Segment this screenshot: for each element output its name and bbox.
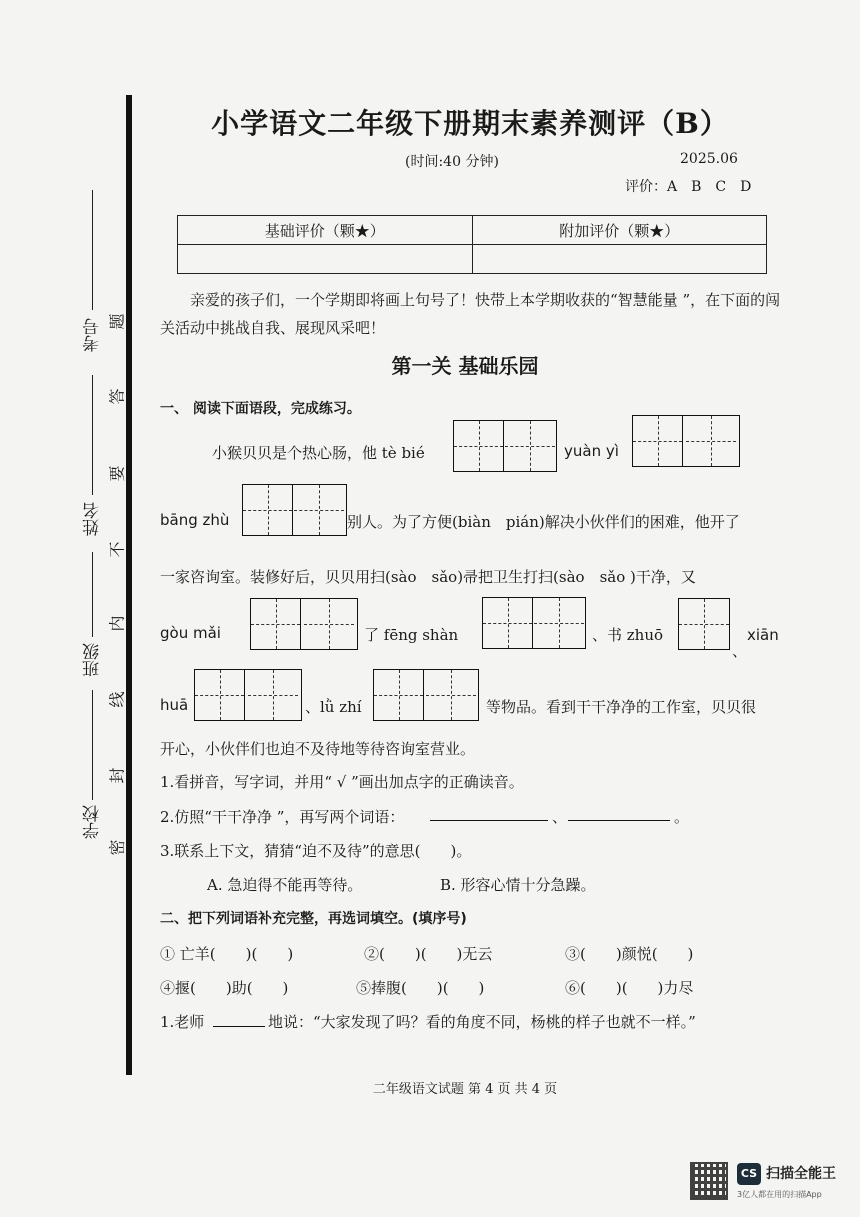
writing-grid[interactable] (482, 597, 586, 649)
passage-line: 小猴贝贝是个热心肠，他 tè bié (212, 444, 425, 462)
seal-char: 答 (107, 388, 127, 405)
idiom-item: ① 亡羊( )( ) (160, 945, 294, 963)
xingming-label: 姓名 (83, 502, 103, 536)
binding-bar (126, 95, 132, 1075)
passage-line: 一家咨询室。装修好后，贝贝用扫(sào sǎo)帚把卫生打扫(sào sǎo )干净，又 (160, 568, 696, 586)
idiom-item: ④揠( )助( ) (160, 979, 289, 997)
xuexiao-line (92, 690, 93, 800)
idiom-item: ⑥( )( )力尽 (565, 979, 694, 997)
seal-char: 内 (107, 615, 127, 632)
rating-options: 评价：A B C D (625, 179, 752, 195)
writing-grid[interactable] (194, 669, 302, 721)
idiom-item: ②( )( )无云 (364, 945, 493, 963)
passage-line: 、lǜ zhí (305, 698, 362, 716)
answer-blank[interactable] (213, 1026, 265, 1027)
pinyin-text: xiān (747, 626, 779, 644)
page-title: 小学语文二年级下册期末素养测评（B） (211, 107, 729, 140)
fill-sentence-1-rest: 地说：“大家发现了吗？看的角度不同，杨桃的样子也就不一样。” (268, 1013, 696, 1031)
fill-sentence-1: 1.老师 (160, 1013, 205, 1031)
seal-char: 要 (107, 465, 127, 482)
writing-grid[interactable] (250, 598, 358, 650)
pinyin-text: gòu mǎi (160, 624, 221, 642)
basic-eval-cell[interactable] (178, 245, 473, 274)
xingming-line (92, 375, 93, 495)
exam-date: 2025.06 (680, 151, 738, 167)
pinyin-text: bāng zhù (160, 511, 230, 529)
passage-line: 开心，小伙伴们也迫不及待地等待咨询室营业。 (160, 740, 476, 758)
time-limit: (时间:40 分钟) (405, 154, 499, 170)
pinyin-text: yuàn yì (564, 442, 619, 460)
answer-blank[interactable] (568, 820, 670, 821)
seal-char: 题 (107, 313, 127, 330)
evaluation-table (177, 215, 767, 274)
question-1-2: 2.仿照“干干净净 ”，再写两个词语： (160, 808, 405, 826)
extra-eval-header: 附加评价（颗★） (472, 216, 767, 245)
seal-char: 封 (107, 767, 127, 784)
writing-grid[interactable] (632, 415, 740, 467)
question-1-3: 3.联系上下文，猜猜“迫不及待”的意思( )。 (160, 842, 472, 860)
qr-code-icon (690, 1162, 728, 1200)
blank-separator: 、 (552, 808, 568, 826)
question-1-title: 一、 阅读下面语段，完成练习。 (160, 401, 361, 417)
page-footer: 二年级语文试题 第 4 页 共 4 页 (372, 1082, 558, 1097)
answer-blank[interactable] (430, 820, 548, 821)
passage-line: 别人。为了方便(biàn pián)解决小伙伴们的困难，他开了 (347, 513, 740, 531)
idiom-item: ⑤捧腹( )( ) (356, 979, 485, 997)
seal-char: 线 (107, 691, 127, 708)
section-title: 第一关 基础乐园 (391, 354, 539, 378)
basic-eval-header: 基础评价（颗★） (178, 216, 473, 245)
writing-grid[interactable] (242, 484, 347, 536)
passage-line: 、书 zhuō (592, 626, 664, 644)
writing-grid[interactable] (678, 598, 730, 650)
option-b[interactable]: B. 形容心情十分急躁。 (440, 876, 596, 894)
xuexiao-label: 学校 (83, 805, 103, 839)
banji-line (92, 552, 93, 637)
blank-end: 。 (674, 808, 690, 826)
camscanner-tagline: 3亿人都在用的扫描App (737, 1190, 822, 1199)
kaohao-line (92, 190, 93, 310)
option-a[interactable]: A. 急迫得不能再等待。 (207, 876, 363, 894)
camscanner-logo: CS (737, 1163, 761, 1185)
extra-eval-cell[interactable] (472, 245, 767, 274)
seal-char: 不 (107, 541, 127, 558)
passage-line: 了 fēng shàn (364, 626, 459, 644)
pinyin-text: huā (160, 696, 189, 714)
writing-grid[interactable] (453, 420, 557, 472)
idiom-item: ③( )颜悦( ) (565, 945, 694, 963)
banji-label: 班级 (83, 643, 103, 677)
seal-char: 密 (107, 839, 127, 856)
writing-grid[interactable] (373, 669, 479, 721)
kaohao-label: 考号 (83, 318, 103, 352)
intro-text: 亲爱的孩子们，一个学期即将画上句号了！快带上本学期收获的“智慧能量 ”，在下面的闯关活动中挑战自我、展现风采吧！ (160, 291, 781, 337)
passage-punct: 、 (732, 642, 748, 660)
camscanner-name: 扫描全能王 (766, 1166, 836, 1182)
question-1-1: 1.看拼音，写字词，并用“ √ ”画出加点字的正确读音。 (160, 773, 524, 791)
passage-line: 等物品。看到干干净净的工作室，贝贝很 (486, 698, 757, 716)
question-2-title: 二、把下列词语补充完整，再选词填空。(填序号) (160, 911, 467, 927)
